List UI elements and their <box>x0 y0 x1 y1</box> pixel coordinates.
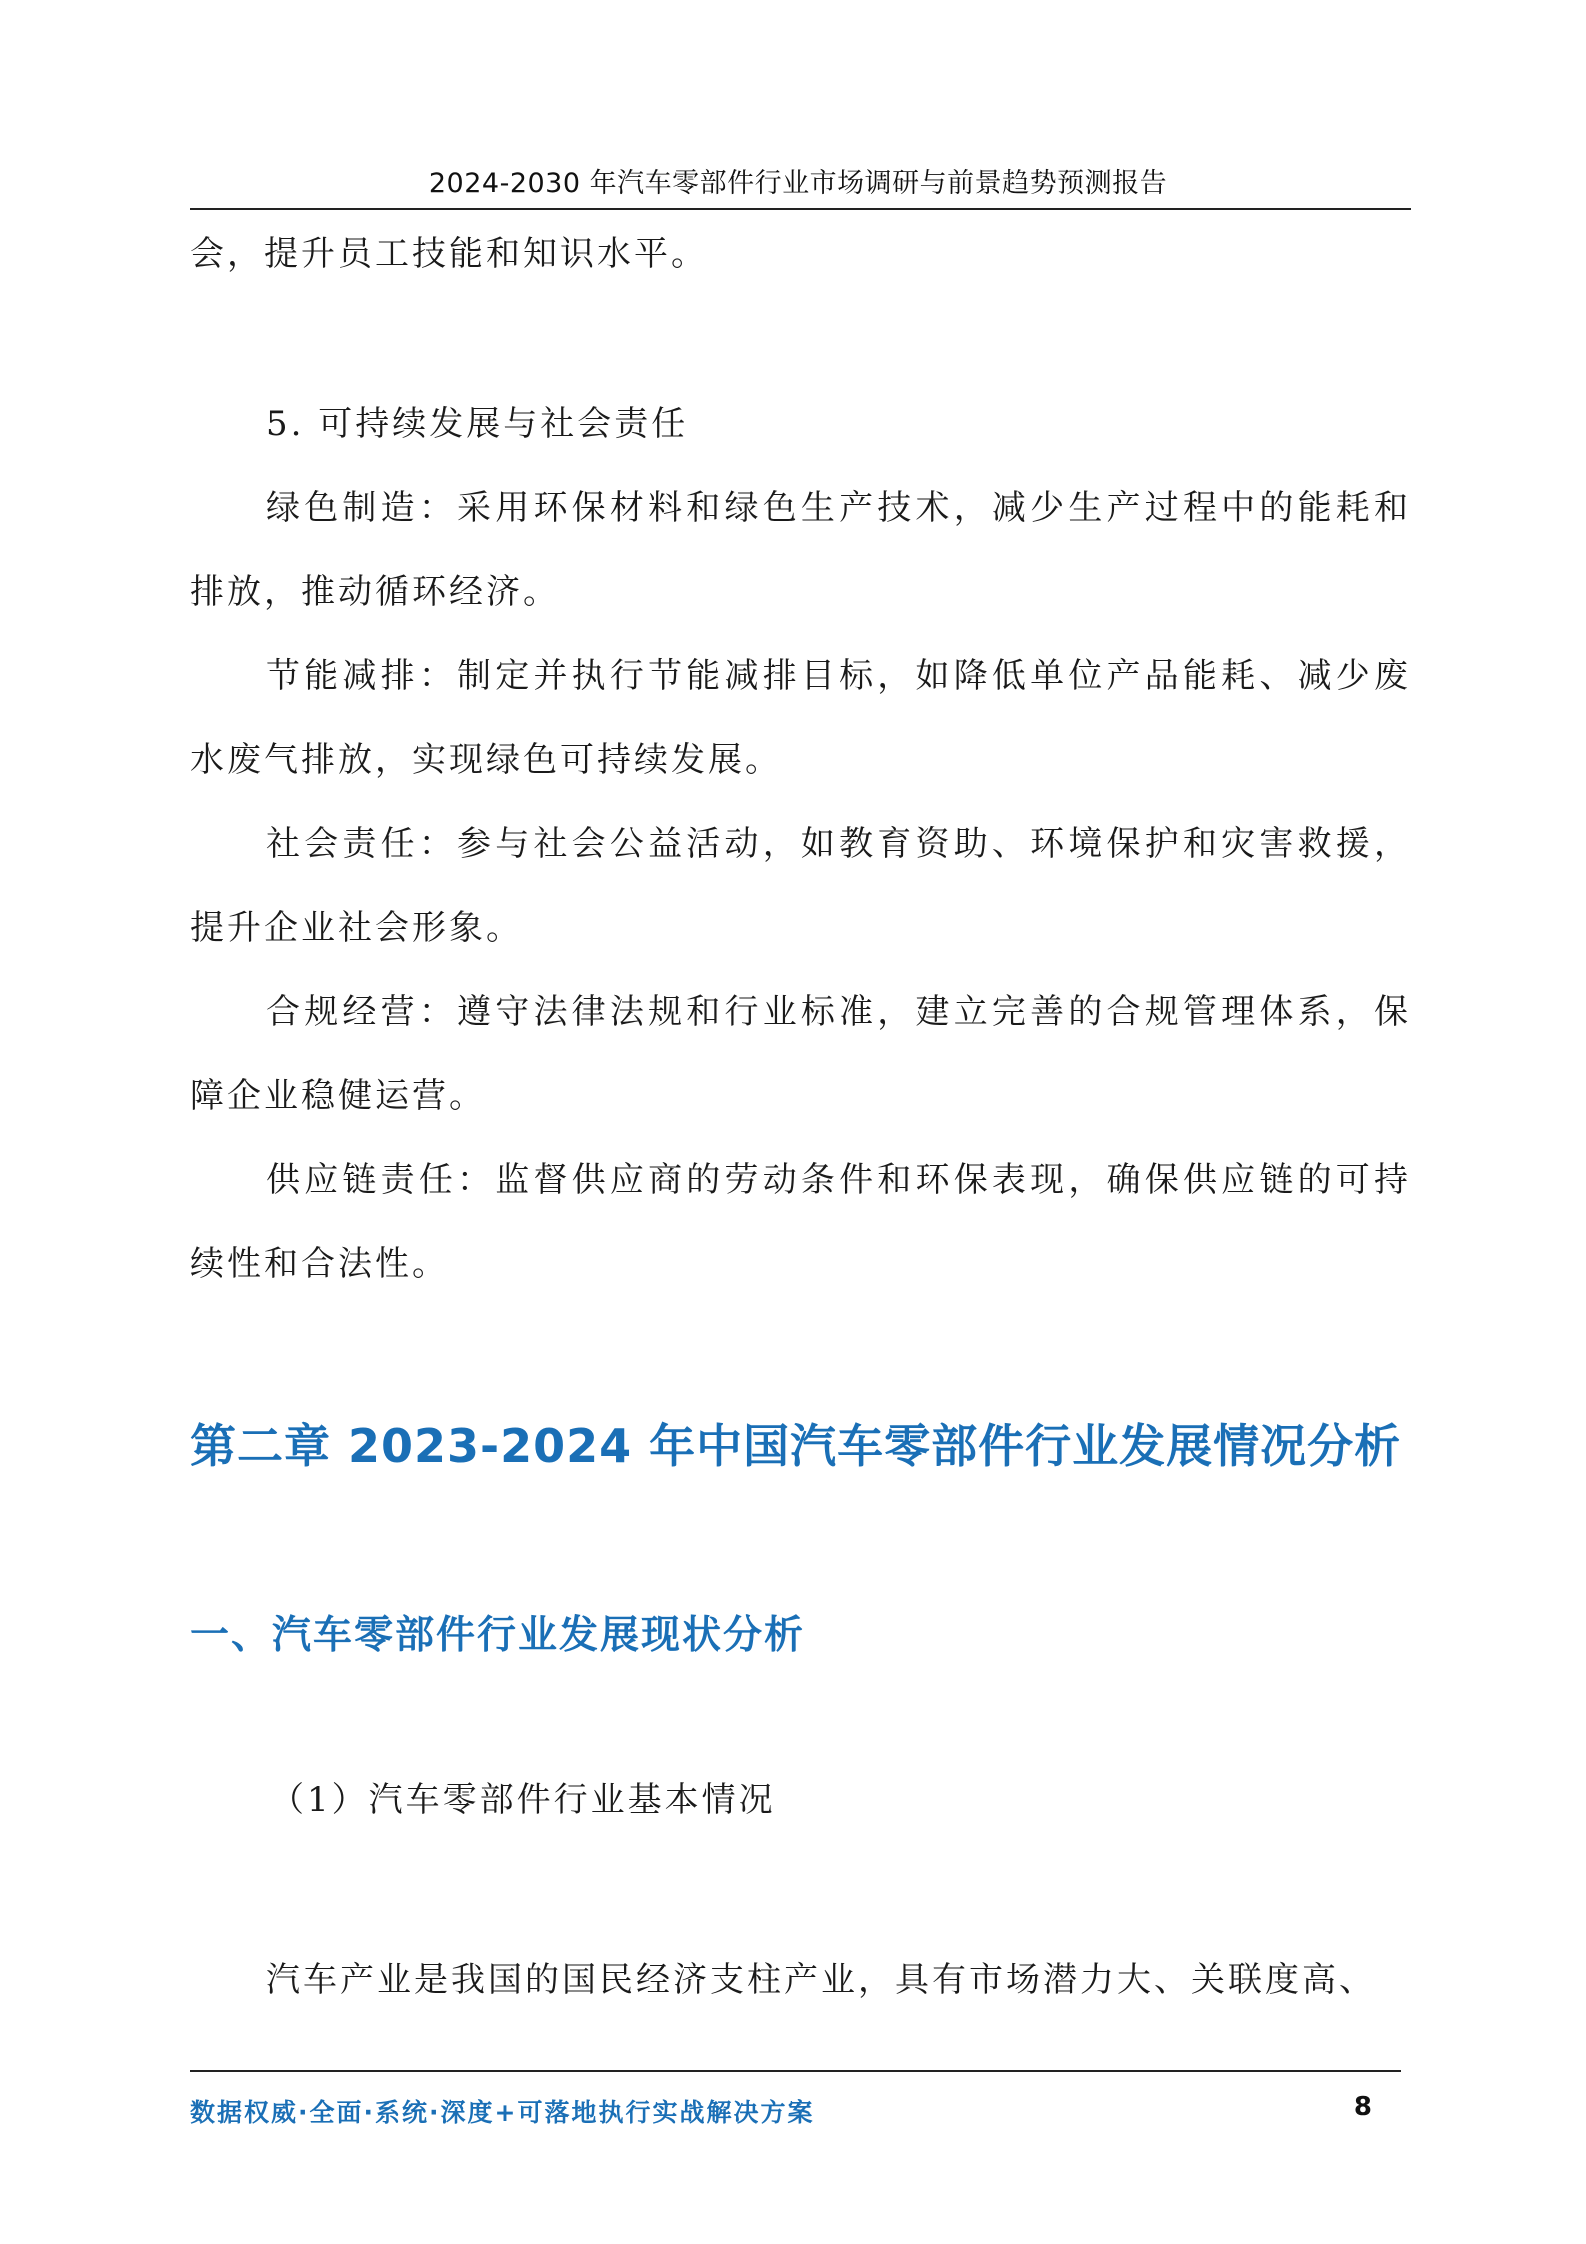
subsection-title: （1）汽车零部件行业基本情况 <box>270 1780 776 1820</box>
paragraph-compliance: 合规经营：遵守法律法规和行业标准，建立完善的合规管理体系，保障企业稳健运营。 <box>190 992 1411 1116</box>
page-header-title: 2024-2030 年汽车零部件行业市场调研与前景趋势预测报告 <box>428 168 1168 199</box>
paragraph-social-responsibility: 社会责任：参与社会公益活动，如教育资助、环境保护和灾害救援，提升企业社会形象。 <box>190 824 1411 948</box>
body-text-block <box>190 212 1411 296</box>
section-title: 一、汽车零部件行业发展现状分析 <box>190 1613 806 1658</box>
header-divider <box>190 208 1411 210</box>
paragraph-supply-chain: 供应链责任：监督供应商的劳动条件和环保表现，确保供应链的可持续性和合法性。 <box>190 1160 1411 1284</box>
footer-slogan: 数据权威·全面·系统·深度+可落地执行实战解决方案 <box>190 2098 815 2127</box>
page-number: 8 <box>1353 2092 1372 2122</box>
paragraph-energy-saving: 节能减排：制定并执行节能减排目标，如降低单位产品能耗、减少废水废气排放，实现绿色可持续发展。 <box>190 656 1411 780</box>
chapter-title: 第二章 2023-2024 年中国汽车零部件行业发展情况分析 <box>190 1419 1402 1473</box>
footer-divider <box>190 2070 1401 2072</box>
continued-line: 会，提升员工技能和知识水平。 <box>190 234 708 274</box>
section-5-block <box>190 382 1411 1306</box>
item-5-heading: 5. 可持续发展与社会责任 <box>266 404 689 444</box>
paragraph-green-manufacturing: 绿色制造：采用环保材料和绿色生产技术，减少生产过程中的能耗和排放，推动循环经济。 <box>190 488 1411 612</box>
paragraph-industry-intro: 汽车产业是我国的国民经济支柱产业，具有市场潜力大、关联度高、 <box>266 1960 1376 2000</box>
last-paragraph-block <box>190 1938 1411 2022</box>
